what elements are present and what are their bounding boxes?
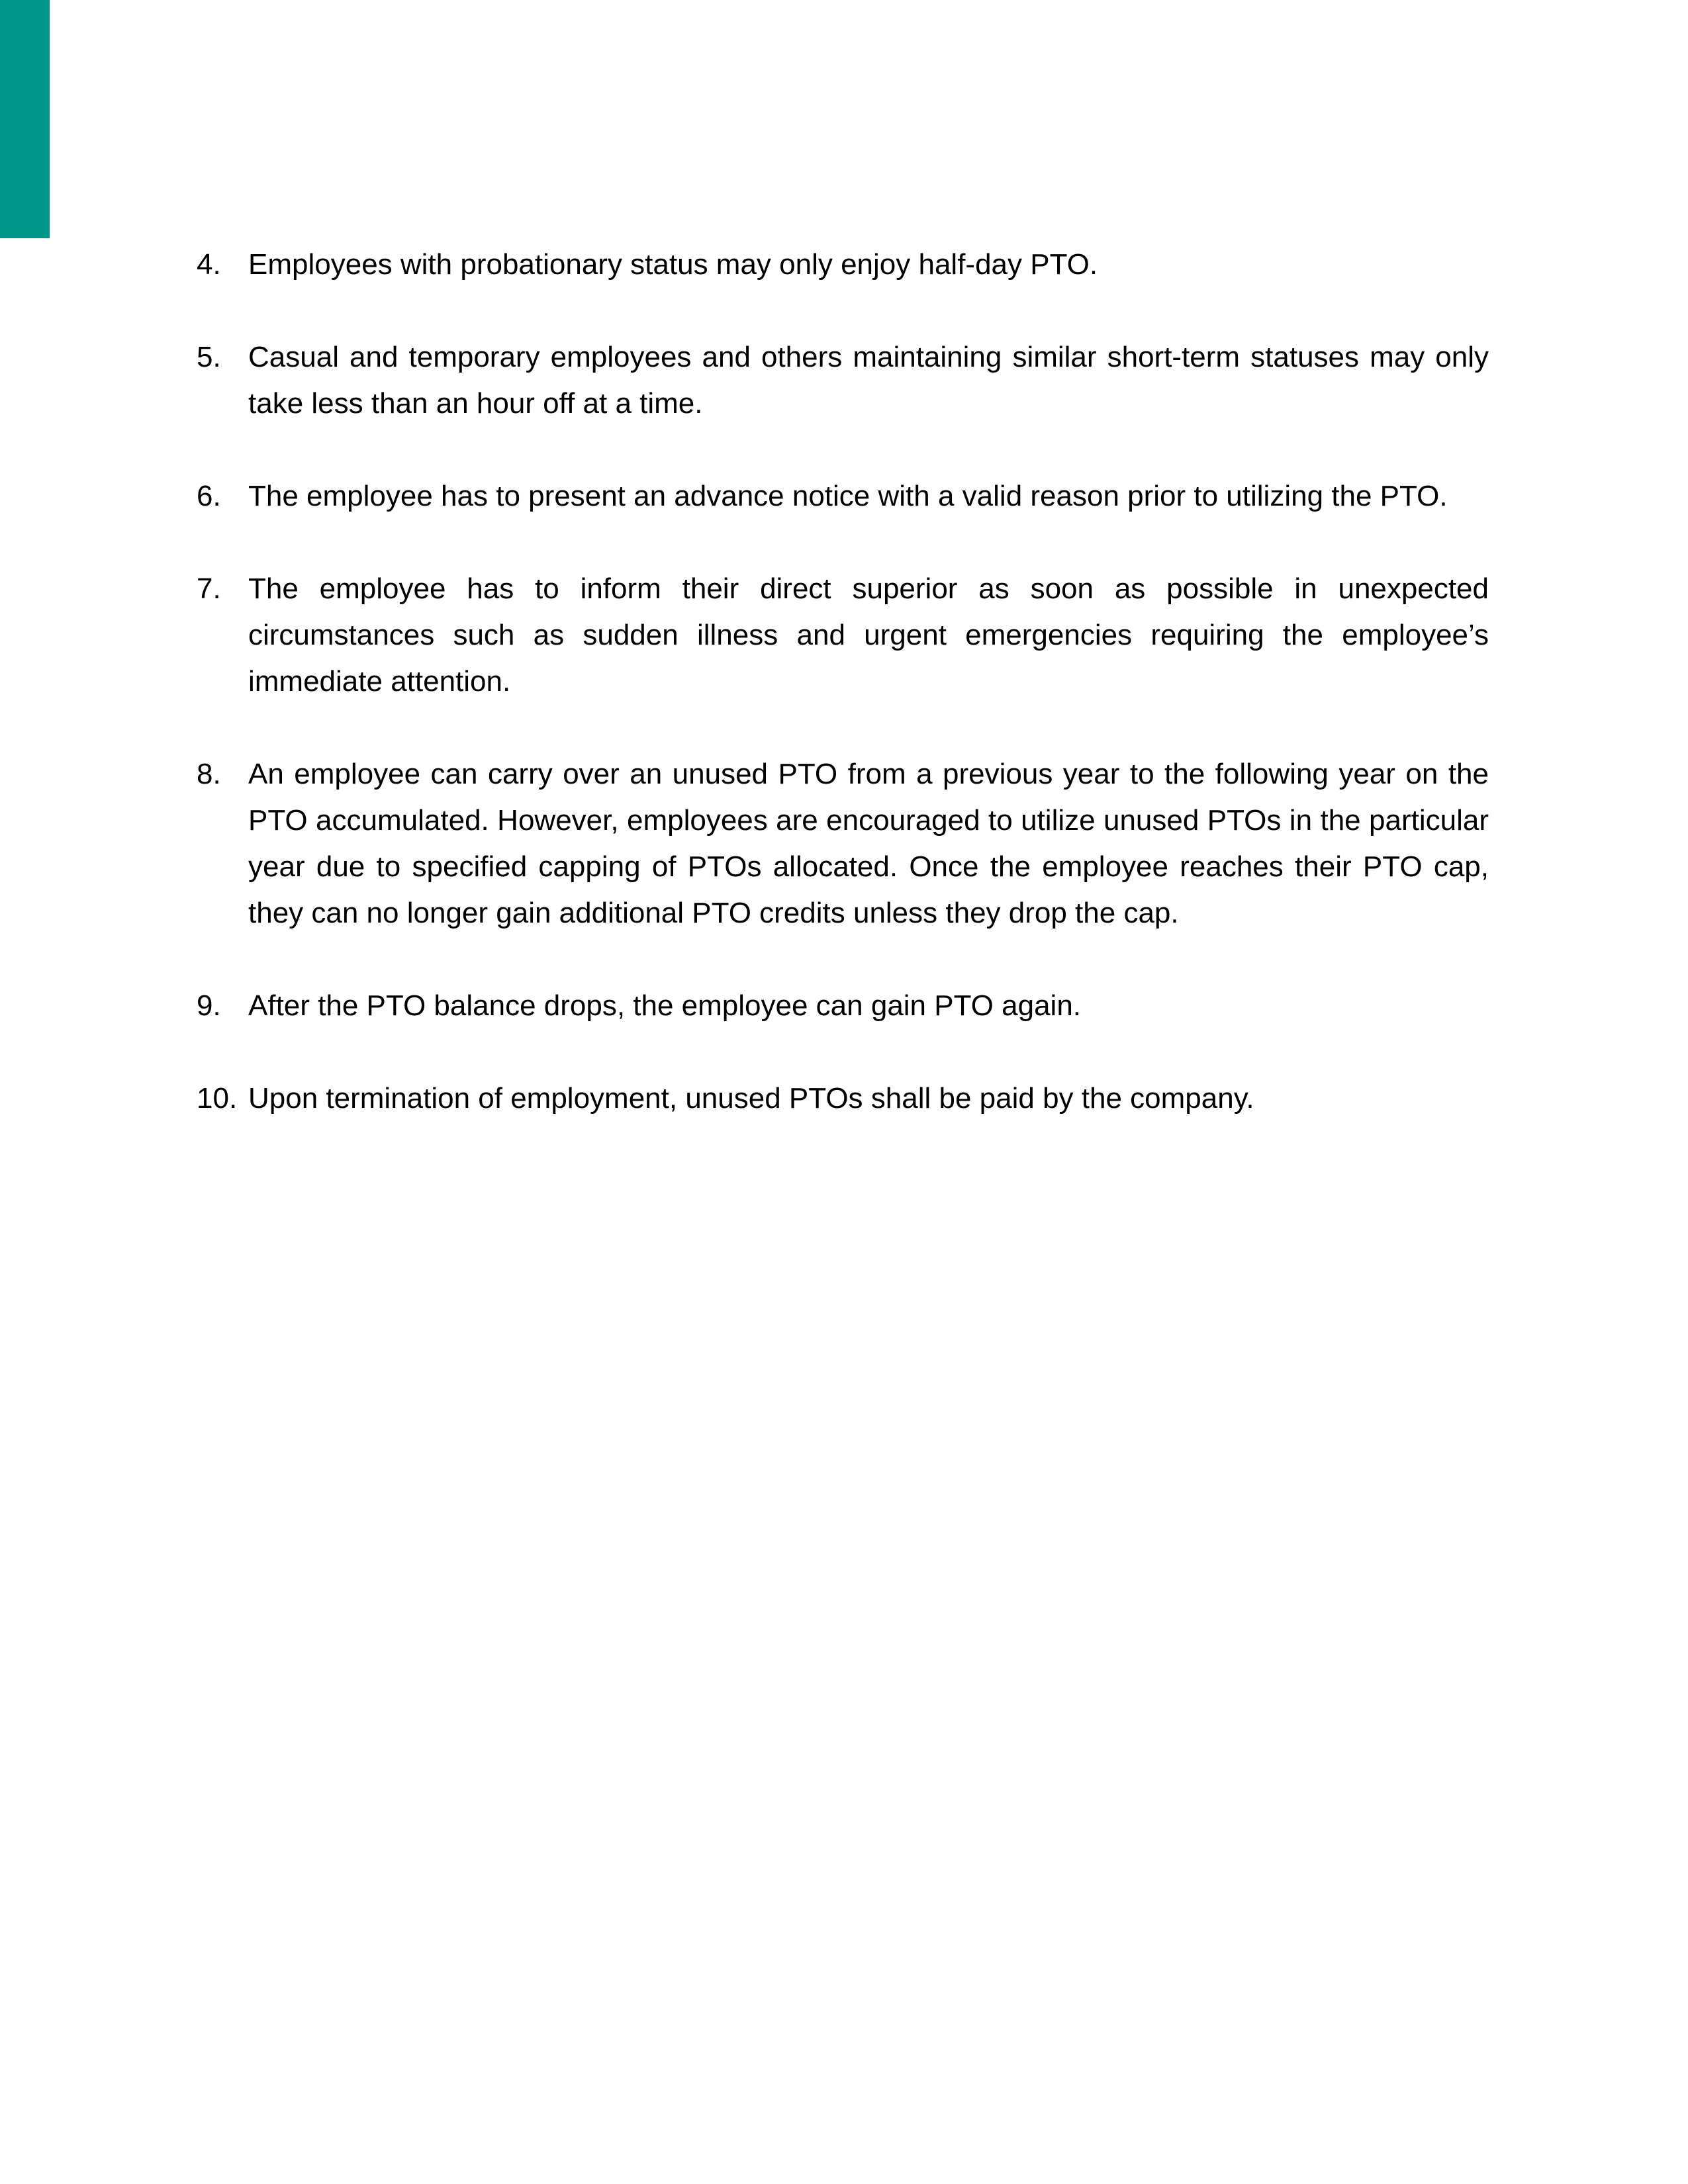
item-number: 7. bbox=[197, 572, 221, 605]
item-text: The employee has to present an advance notice with a valid reason prior to utilizing the PTO. bbox=[248, 480, 1448, 512]
item-number: 4. bbox=[197, 248, 221, 281]
item-text: The employee has to inform their direct superior as soon as possible in unexpected circumstances such as sudden illness and urgent emergencies requiring the employee’s immediate attention. bbox=[248, 572, 1489, 698]
item-number: 10. bbox=[197, 1082, 238, 1115]
policy-item-5 bbox=[197, 334, 1489, 427]
accent-bar bbox=[0, 0, 50, 238]
policy-list bbox=[197, 242, 1489, 1168]
item-number: 6. bbox=[197, 480, 221, 512]
policy-item-10 bbox=[197, 1075, 1489, 1122]
policy-item-7 bbox=[197, 566, 1489, 705]
item-text: Casual and temporary employees and others maintaining similar short-term statuses may only take less than an hour off at a time. bbox=[248, 341, 1489, 420]
policy-item-6 bbox=[197, 473, 1489, 520]
policy-item-4 bbox=[197, 242, 1489, 288]
item-number: 5. bbox=[197, 341, 221, 373]
item-text: Upon termination of employment, unused PTOs shall be paid by the company. bbox=[248, 1082, 1254, 1115]
item-text: After the PTO balance drops, the employee can gain PTO again. bbox=[248, 989, 1082, 1022]
item-text: Employees with probationary status may only enjoy half-day PTO. bbox=[248, 248, 1098, 281]
item-number: 9. bbox=[197, 989, 221, 1022]
item-number: 8. bbox=[197, 758, 221, 790]
item-text: An employee can carry over an unused PTO from a previous year to the following year on the PTO accumulated. However, employees are encouraged to utilize unused PTOs in the particular year due to specified capping of PTOs allocated. Once the employee reaches their PTO cap, they can no longer gain additional PTO credits unless they drop the cap. bbox=[248, 758, 1489, 929]
policy-item-9 bbox=[197, 983, 1489, 1029]
policy-item-8 bbox=[197, 751, 1489, 936]
